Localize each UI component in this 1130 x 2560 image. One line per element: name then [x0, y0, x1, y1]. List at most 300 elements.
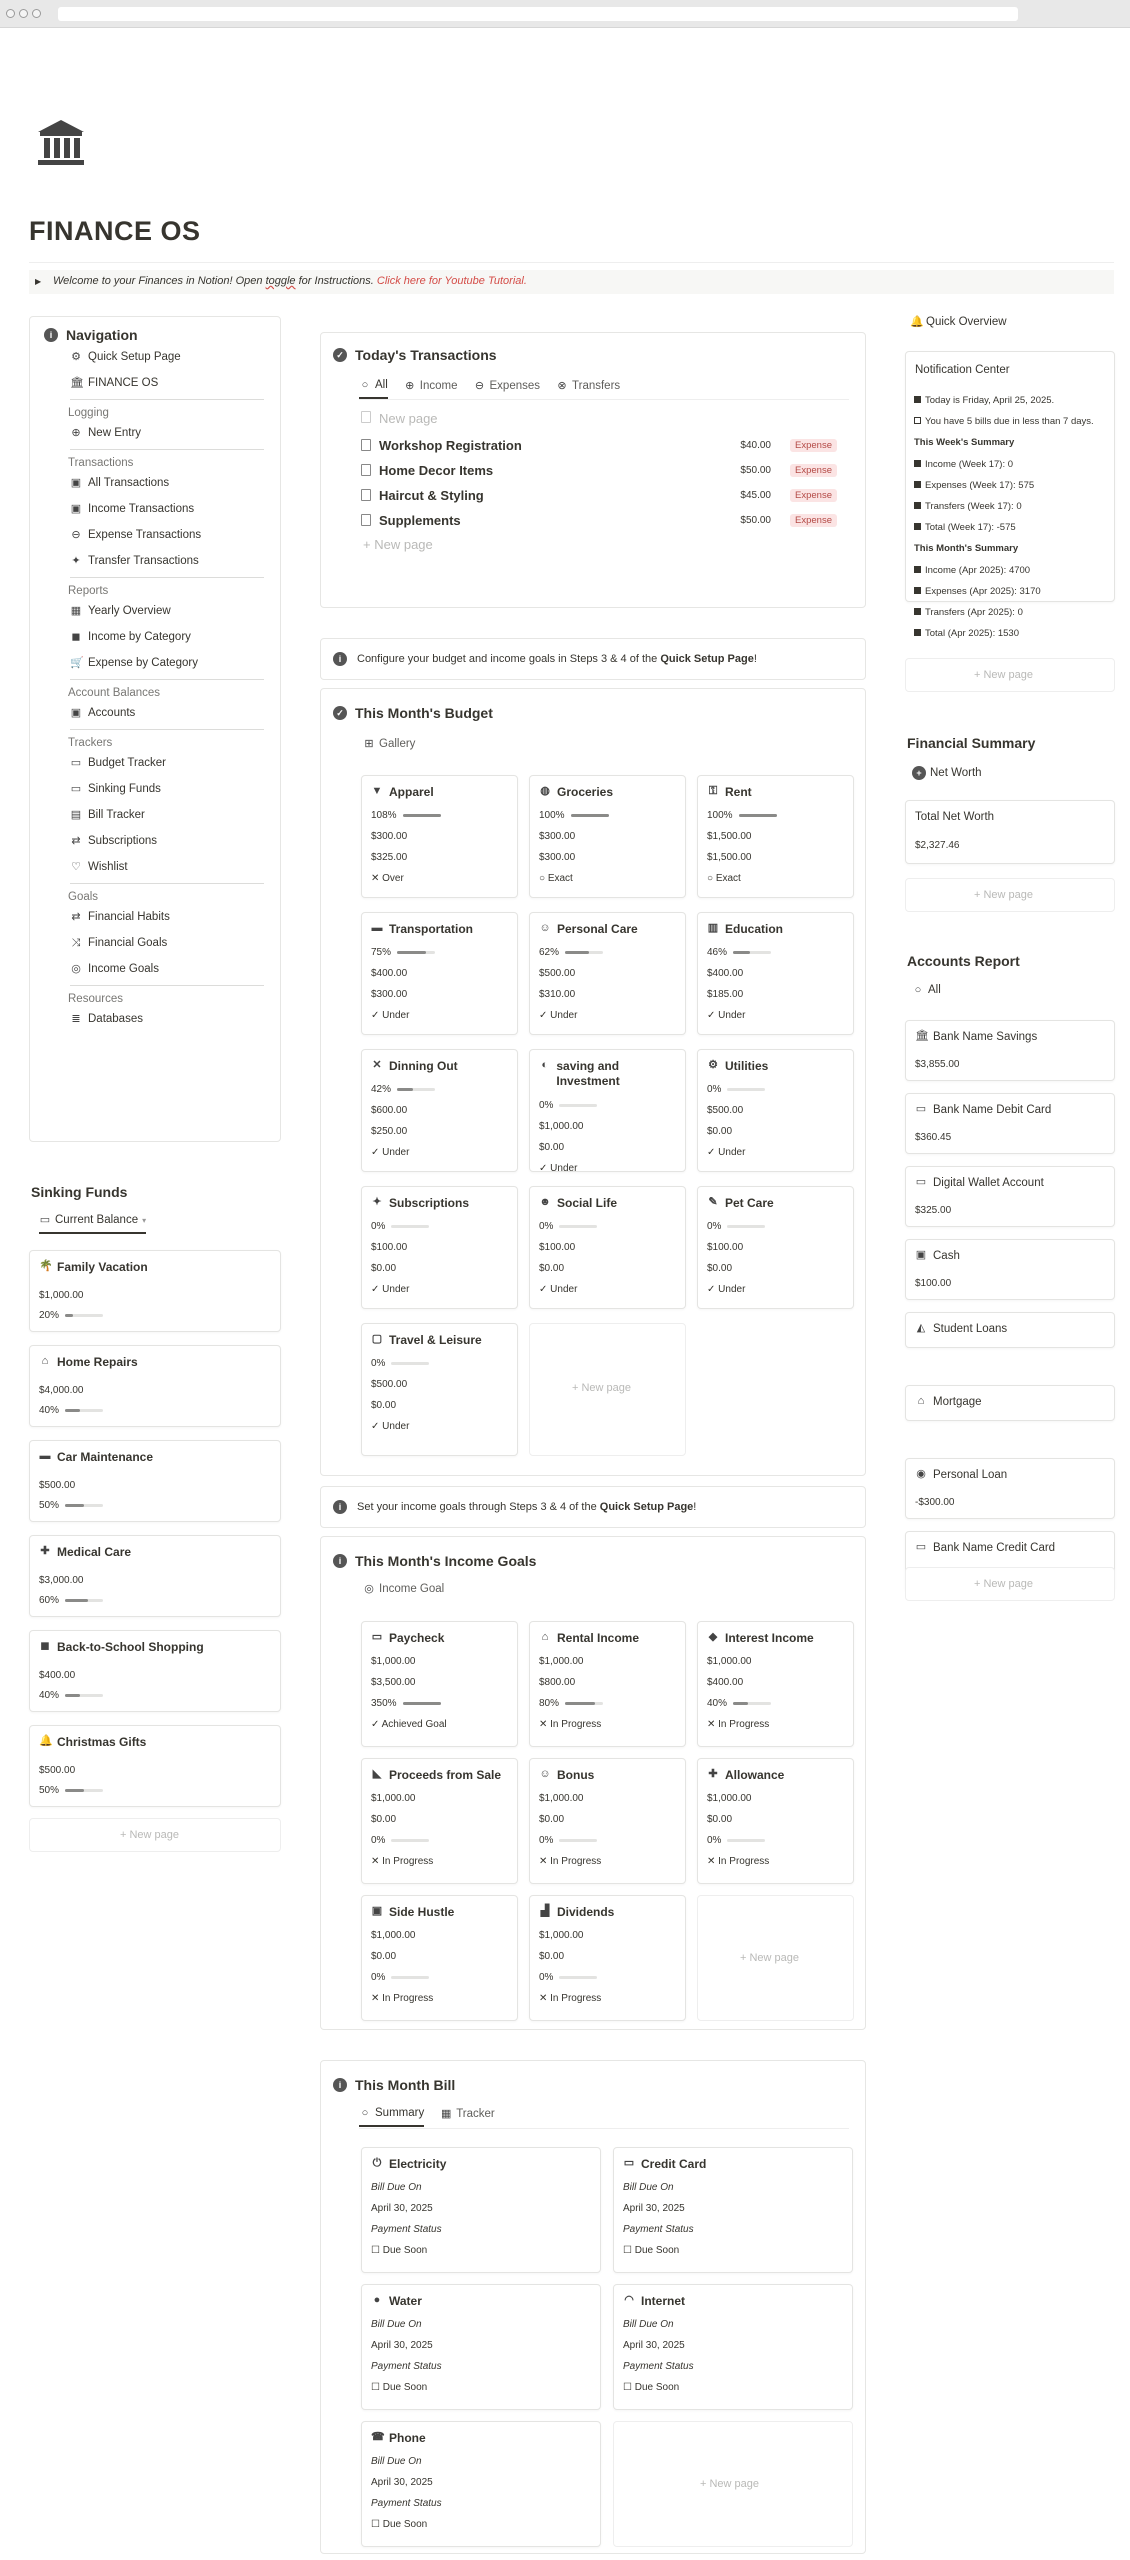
category-name: Education	[725, 922, 784, 936]
nav-item-bill-tracker[interactable]	[70, 809, 145, 821]
bill-card[interactable]	[361, 2421, 601, 2547]
income-name: Bonus	[557, 1768, 595, 1782]
sinking-fund-card[interactable]	[29, 1345, 281, 1427]
new-page-label: New page	[983, 669, 1034, 681]
tab-quick-overview[interactable]	[910, 316, 1007, 334]
nav-item-label: Bill Tracker	[88, 809, 145, 821]
goal-progress	[707, 1698, 771, 1709]
car-icon: ▬	[39, 1450, 51, 1462]
income-name: Proceeds from Sale	[389, 1768, 502, 1782]
fund-name: Back-to-School Shopping	[57, 1640, 204, 1654]
bill-due-label: Bill Due On	[371, 2319, 422, 2330]
budget-card[interactable]	[529, 912, 686, 1035]
nav-item-income-goals[interactable]	[70, 963, 159, 975]
bank-icon: 🏛	[915, 1030, 929, 1042]
bill-card[interactable]	[613, 2284, 853, 2410]
bills-new-page-button[interactable]: + New page	[613, 2421, 853, 2547]
quick-setup-link[interactable]: Quick Setup Page	[660, 653, 754, 665]
view-label: All	[928, 984, 941, 996]
add-new-page-button[interactable]: + New page	[363, 537, 433, 552]
sinking-fund-card[interactable]	[29, 1440, 281, 1522]
notification-text: Total (Apr 2025): 1530	[925, 628, 1020, 640]
shuffle-icon: ⤨	[71, 937, 81, 949]
nav-item-income-transactions[interactable]	[70, 503, 194, 515]
brush-icon: ✎	[708, 1196, 718, 1208]
progress-bar	[739, 814, 777, 817]
budget-progress	[539, 1221, 597, 1232]
nav-item-label: Income by Category	[88, 631, 191, 643]
transaction-row[interactable]	[361, 435, 851, 455]
nav-item-label: Wishlist	[88, 861, 128, 873]
budget-progress	[707, 947, 771, 958]
account-card[interactable]	[905, 1239, 1115, 1300]
nav-item-label: Financial Habits	[88, 911, 170, 923]
category-name: Pet Care	[725, 1196, 774, 1210]
income-header	[333, 1553, 536, 1569]
home-icon: ⌂	[541, 1631, 549, 1643]
bell-icon: 🔔	[39, 1735, 53, 1747]
budget-card[interactable]	[361, 1323, 518, 1456]
tab-current-balance[interactable]	[39, 1214, 146, 1234]
doc-icon	[361, 464, 371, 476]
page-title: FINANCE OS	[29, 216, 201, 246]
navigation-header	[44, 327, 138, 343]
progress-bar	[391, 1839, 429, 1842]
budget-new-page-button[interactable]: + New page	[529, 1323, 686, 1456]
goal-progress	[539, 1835, 597, 1846]
todays-transactions-header	[333, 347, 497, 363]
notification-text: Expenses (Week 17): 575	[925, 479, 1035, 491]
budget-amount: $500.00	[707, 1105, 744, 1116]
nav-section-label: Trackers	[68, 737, 113, 749]
notification-text: Expenses (Apr 2025): 3170	[925, 585, 1041, 597]
category-name: Transportation	[389, 922, 474, 936]
account-card[interactable]	[905, 1166, 1115, 1227]
heart-icon: ♡	[71, 861, 81, 873]
notification-center-card[interactable]	[905, 351, 1115, 640]
nav-item-income-by-category[interactable]	[70, 631, 191, 643]
card-title	[371, 1631, 444, 1646]
progress-bar	[727, 1225, 765, 1228]
key-icon: ⚿	[708, 785, 718, 797]
budget-card[interactable]	[697, 775, 854, 898]
plus-circle-icon: ⊕	[405, 380, 415, 392]
income-goal-card[interactable]	[361, 1621, 518, 1747]
nav-item-label: Financial Goals	[88, 937, 168, 949]
bill-due-date: April 30, 2025	[371, 2477, 433, 2488]
divider	[29, 262, 1114, 263]
sinking-fund-card[interactable]	[29, 1630, 281, 1712]
bill-card[interactable]	[361, 2284, 601, 2410]
nav-item-financial-habits[interactable]	[70, 911, 170, 923]
budget-amount: $300.00	[371, 831, 408, 842]
youtube-tutorial-link[interactable]: Click here for Youtube Tutorial	[376, 275, 524, 287]
drop-icon: ●	[373, 2294, 381, 2306]
budget-card[interactable]	[529, 775, 686, 898]
budget-progress	[707, 810, 777, 821]
financial-summary-title: Financial Summary	[907, 735, 1036, 751]
nav-item-expense-by-category[interactable]	[70, 657, 198, 669]
bill-due-date: April 30, 2025	[623, 2203, 685, 2214]
database-icon: ≣	[71, 1013, 81, 1025]
progress-bar	[571, 814, 609, 817]
progress-bar	[65, 1789, 103, 1792]
diamond-icon: ◆	[708, 1631, 718, 1643]
card-title	[915, 1468, 1007, 1483]
window-close-dot[interactable]	[6, 9, 15, 18]
view-label: Gallery	[379, 738, 416, 750]
card-title	[707, 785, 752, 800]
card-title	[371, 1768, 501, 1783]
navigation-panel	[29, 316, 281, 1142]
goal-amount: $1,000.00	[371, 1793, 416, 1804]
account-name: Digital Wallet Account	[933, 1177, 1044, 1189]
payment-status-label: Payment Status	[371, 2224, 442, 2235]
fund-name: Car Maintenance	[57, 1450, 154, 1464]
card-title	[39, 1450, 153, 1465]
filled-square-icon	[914, 566, 921, 573]
card-title	[623, 2294, 685, 2309]
fund-amount: $500.00	[39, 1765, 76, 1776]
spent-amount: $310.00	[539, 989, 576, 1000]
info-text-end: !	[693, 1501, 697, 1513]
income-goal-card[interactable]	[697, 1621, 854, 1747]
payment-status-label: Payment Status	[371, 2361, 442, 2372]
nav-item-label: Budget Tracker	[88, 757, 166, 769]
spent-amount: $0.00	[539, 1142, 565, 1153]
income-goal-card[interactable]	[529, 1621, 686, 1747]
welcome-text-2: for Instructions.	[295, 275, 377, 287]
category-name: Apparel	[389, 785, 434, 799]
income-goal-card[interactable]	[529, 1758, 686, 1884]
welcome-callout[interactable]	[29, 270, 1114, 294]
budget-card[interactable]	[697, 1049, 854, 1172]
earned-amount: $800.00	[539, 1677, 576, 1688]
tab-summary[interactable]	[359, 2107, 424, 2127]
summary-new-page-button[interactable]: + New page	[905, 878, 1115, 912]
account-card[interactable]	[905, 1385, 1115, 1421]
notification-line	[914, 416, 1094, 427]
nav-item-quick-setup-page[interactable]	[70, 351, 181, 363]
bill-name: Credit Card	[641, 2157, 707, 2171]
circle-icon: ○	[361, 379, 369, 391]
category-name: saving and Investment	[556, 1059, 620, 1088]
fund-name: Family Vacation	[57, 1260, 148, 1274]
budget-percent: 108%	[371, 810, 397, 821]
budget-card[interactable]	[361, 1049, 518, 1172]
budget-amount: $400.00	[371, 968, 408, 979]
progress-bar	[65, 1409, 103, 1412]
card-icon: ▭	[623, 2157, 635, 2169]
bill-due-date: April 30, 2025	[371, 2340, 433, 2351]
bill-due-date: April 30, 2025	[623, 2340, 685, 2351]
bank-icon	[36, 118, 86, 168]
bag-icon: ◼	[40, 1640, 50, 1652]
info-icon: i	[333, 1554, 347, 1568]
goal-percent: 80%	[539, 1698, 560, 1709]
budget-progress	[371, 947, 435, 958]
bills-header	[333, 2077, 455, 2093]
tab-label: Tracker	[456, 2108, 495, 2120]
budget-percent: 42%	[371, 1084, 392, 1095]
nav-item-databases[interactable]	[70, 1013, 143, 1025]
progress-bar	[733, 951, 771, 954]
budget-card[interactable]	[697, 1186, 854, 1309]
filled-square-icon	[914, 481, 921, 488]
nav-item-all-transactions[interactable]	[70, 477, 169, 489]
check-icon: ✓	[333, 706, 347, 720]
tab-income[interactable]	[404, 379, 458, 399]
progress-bar	[65, 1694, 103, 1697]
budget-progress	[371, 1358, 429, 1369]
bill-card[interactable]	[361, 2147, 601, 2273]
filled-square-icon	[914, 587, 921, 594]
goal-amount: $1,000.00	[371, 1656, 416, 1667]
smile-icon: ☺	[539, 922, 551, 934]
nav-section-label: Reports	[68, 585, 109, 597]
notification-line	[914, 480, 1034, 491]
progress-bar	[565, 951, 603, 954]
nav-divider	[70, 577, 264, 578]
transaction-name: Supplements	[379, 512, 461, 528]
card-title	[39, 1545, 131, 1560]
nav-item-accounts[interactable]	[70, 707, 135, 719]
budget-card[interactable]	[361, 775, 518, 898]
power-icon: ⏻	[372, 2157, 382, 2169]
goal-status: ✕ In Progress	[707, 1719, 770, 1730]
nav-item-label: Subscriptions	[88, 835, 158, 847]
progress-bar	[391, 1362, 429, 1365]
welcome-toggle-word: toggle	[265, 275, 296, 287]
budget-card[interactable]	[361, 912, 518, 1035]
spent-amount: $300.00	[371, 989, 408, 1000]
empty-square-icon	[914, 417, 921, 424]
goal-percent: 350%	[371, 1698, 397, 1709]
sinking-fund-card[interactable]	[29, 1725, 281, 1807]
goal-amount: $1,000.00	[707, 1656, 752, 1667]
budget-card[interactable]	[697, 912, 854, 1035]
doc-icon	[361, 439, 371, 451]
info-text: Configure your budget and income goals in Steps 3 & 4 of the	[357, 653, 661, 665]
progress-bar	[403, 814, 441, 817]
card-title	[707, 1631, 814, 1646]
nav-item-label: Expense by Category	[88, 657, 198, 669]
notification-text: Today is Friday, April 25, 2025.	[925, 395, 1055, 406]
financial-summary-tabs	[912, 766, 982, 786]
notification-line	[914, 586, 1041, 597]
transaction-name: Haircut & Styling	[379, 487, 484, 503]
bill-due-label: Bill Due On	[371, 2182, 422, 2193]
budget-percent: 46%	[707, 947, 728, 958]
income-goal-card[interactable]	[697, 1758, 854, 1884]
transaction-row[interactable]	[361, 460, 851, 480]
budget-amount: $100.00	[371, 1242, 408, 1253]
budget-progress	[371, 810, 441, 821]
fund-percent: 60%	[39, 1595, 60, 1606]
tab-income-goal[interactable]	[363, 1583, 444, 1601]
nav-item-wishlist[interactable]	[70, 861, 128, 873]
budget-card[interactable]	[529, 1049, 686, 1172]
bill-card[interactable]	[613, 2147, 853, 2273]
income-title: This Month's Income Goals	[355, 1553, 537, 1569]
sinking-fund-card[interactable]	[29, 1535, 281, 1617]
doc-icon	[361, 411, 371, 423]
view-label: Current Balance	[55, 1214, 139, 1226]
nav-item-transfer-transactions[interactable]	[70, 555, 199, 567]
account-name: Cash	[933, 1250, 960, 1262]
tab-all[interactable]	[912, 984, 941, 1002]
minus-circle-icon: ⊖	[71, 529, 81, 541]
budget-title: This Month's Budget	[355, 705, 493, 721]
goal-status: ✕ In Progress	[707, 1856, 770, 1867]
tab-tracker[interactable]	[440, 2107, 495, 2127]
bill-due-label: Bill Due On	[371, 2456, 422, 2467]
budget-amount: $500.00	[539, 968, 576, 979]
tab-label: Transfers	[572, 380, 621, 392]
window-maximize-dot[interactable]	[32, 9, 41, 18]
earned-amount: $0.00	[707, 1814, 733, 1825]
luggage-icon: ▢	[371, 1333, 383, 1345]
accounts-tabs	[912, 984, 941, 1002]
new-page-label: New page	[983, 1578, 1034, 1590]
chevron-down-icon: ▾	[142, 1215, 147, 1225]
income-goal-card[interactable]	[529, 1895, 686, 2021]
fund-amount: $500.00	[39, 1480, 76, 1491]
budget-percent: 100%	[539, 810, 565, 821]
url-bar[interactable]	[58, 7, 1018, 21]
card-title	[539, 785, 613, 800]
nav-item-new-entry[interactable]	[70, 427, 141, 439]
transaction-amount: $50.00	[740, 464, 771, 476]
account-name: Mortgage	[933, 1396, 982, 1408]
spent-amount: $0.00	[539, 1263, 565, 1274]
transaction-amount: $40.00	[740, 439, 771, 451]
budget-progress	[539, 810, 609, 821]
new-page-placeholder[interactable]	[361, 411, 438, 426]
sinking-fund-card[interactable]	[29, 1250, 281, 1332]
transaction-row[interactable]	[361, 485, 851, 505]
income-goal-card[interactable]	[361, 1895, 518, 2021]
budget-percent: 75%	[371, 947, 392, 958]
tab-gallery[interactable]	[363, 738, 415, 756]
goal-amount: $1,000.00	[539, 1793, 584, 1804]
card-title	[915, 1541, 1055, 1556]
quick-setup-link[interactable]: Quick Setup Page	[599, 1501, 694, 1513]
budget-card[interactable]	[361, 1186, 518, 1309]
tab-expenses[interactable]	[474, 379, 541, 399]
nav-item-budget-tracker[interactable]	[70, 757, 166, 769]
income-name: Paycheck	[389, 1631, 445, 1645]
nav-item-sinking-funds[interactable]	[70, 783, 161, 795]
piggy-icon: ◐	[541, 1059, 549, 1071]
money-icon: ▭	[371, 1631, 383, 1643]
new-page-label: New page	[709, 2478, 760, 2490]
account-card[interactable]	[905, 1020, 1115, 1081]
nav-item-label: New Entry	[88, 427, 142, 439]
doc-icon	[361, 514, 371, 526]
category-name: Personal Care	[557, 922, 638, 936]
nav-item-financial-goals[interactable]	[70, 937, 167, 949]
transaction-type-tag: Expense	[790, 464, 837, 477]
nav-item-expense-transactions[interactable]	[70, 529, 201, 541]
info-icon: i	[333, 2078, 347, 2092]
account-card[interactable]	[905, 1093, 1115, 1154]
sinking-new-page-button[interactable]: + New page	[29, 1818, 281, 1852]
tab-net-worth[interactable]	[912, 766, 982, 786]
card-title	[39, 1260, 148, 1275]
tab-transfers[interactable]	[556, 379, 620, 399]
income-name: Interest Income	[725, 1631, 814, 1645]
nav-item-subscriptions[interactable]	[70, 835, 157, 847]
notification-line	[914, 395, 1054, 406]
notification-heading: This Month's Summary	[914, 543, 1019, 555]
nav-divider	[70, 679, 264, 680]
sinking-funds-title: Sinking Funds	[31, 1184, 128, 1200]
payment-status: ☐ Due Soon	[623, 2382, 680, 2393]
card-title	[915, 1395, 982, 1410]
window-minimize-dot[interactable]	[19, 9, 28, 18]
tab-all[interactable]	[359, 379, 388, 399]
home-icon: ⌂	[41, 1355, 49, 1367]
goal-progress	[371, 1835, 429, 1846]
payment-status: ☐ Due Soon	[371, 2245, 428, 2256]
fund-percent: 50%	[39, 1500, 60, 1511]
progress-bar	[65, 1504, 103, 1507]
nav-item-label: Income Goals	[88, 963, 159, 975]
card-title	[371, 1905, 454, 1920]
fund-name: Home Repairs	[57, 1355, 138, 1369]
notification-line	[914, 459, 1013, 470]
transaction-name: Workshop Registration	[379, 437, 522, 453]
spent-amount: $0.00	[371, 1263, 397, 1274]
phone-icon: ☎	[371, 2431, 385, 2443]
goal-amount: $1,000.00	[539, 1930, 584, 1941]
quick-new-page-button[interactable]: + New page	[905, 658, 1115, 692]
nav-item-finance-os[interactable]	[70, 377, 158, 389]
transaction-row[interactable]	[361, 510, 851, 530]
filled-square-icon	[914, 523, 921, 530]
nav-item-label: Income Transactions	[88, 503, 195, 515]
nav-item-label: Databases	[88, 1013, 143, 1025]
fund-name: Christmas Gifts	[57, 1735, 147, 1749]
notification-line	[914, 565, 1030, 576]
account-balance: -$300.00	[915, 1497, 955, 1508]
income-goal-card[interactable]	[361, 1758, 518, 1884]
target-icon: ◎	[364, 1583, 374, 1595]
income-new-page-button[interactable]: + New page	[697, 1895, 854, 2021]
accounts-new-page-button[interactable]: + New page	[905, 1567, 1115, 1601]
nav-divider	[70, 985, 264, 986]
account-card[interactable]	[905, 1312, 1115, 1348]
info-icon: i	[333, 1500, 347, 1514]
account-card[interactable]	[905, 1458, 1115, 1519]
payment-status: ☐ Due Soon	[371, 2382, 428, 2393]
new-page-label: New page	[983, 889, 1034, 901]
notification-text: You have 5 bills due in less than 7 days.	[925, 416, 1094, 428]
budget-card[interactable]	[529, 1186, 686, 1309]
net-worth-card[interactable]	[905, 800, 1115, 864]
goal-percent: 0%	[539, 1972, 554, 1983]
money-icon: ▭	[70, 757, 82, 769]
toggle-triangle-icon[interactable]: ▶	[35, 277, 42, 286]
nav-item-yearly-overview[interactable]	[70, 605, 171, 617]
category-name: Groceries	[557, 785, 614, 799]
new-page-label: New page	[129, 1829, 180, 1841]
budget-status: ✓ Under	[371, 1284, 410, 1295]
card-title	[915, 1030, 1037, 1045]
account-name: Bank Name Savings	[933, 1031, 1038, 1043]
progress-bar	[727, 1088, 765, 1091]
